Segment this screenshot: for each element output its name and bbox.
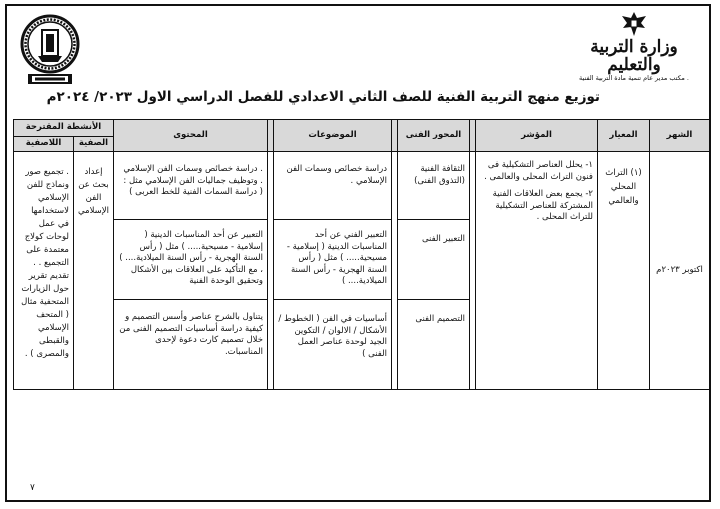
axis-text: الثقافة الفنية (التذوق الفنى) [414, 164, 465, 186]
indicator-item: ٢- يجمع بعض العلاقات الفنية المشتركة للعناصر التشكيلية للتراث المحلى . [492, 189, 593, 222]
classroom-activity-cell [74, 152, 114, 390]
content-cell [114, 220, 268, 300]
month-text: اكتوبر ٢٠٢٣م [656, 264, 703, 275]
axis-text: التعبير الفنى [421, 234, 465, 244]
content-cell [114, 152, 268, 220]
standard-text: (١) التراث المحلي والعالمي [605, 168, 642, 206]
classroom-activity-text: إعداد بحث عن الفن الإسلامي [77, 167, 109, 216]
topic-cell [274, 152, 392, 220]
axis-cell [398, 300, 470, 390]
header-topics: الموضوعات [274, 120, 392, 152]
month-cell [650, 152, 710, 390]
axis-cell [398, 220, 470, 300]
standard-cell [598, 152, 650, 390]
header-gap [392, 120, 398, 152]
header-gap [470, 120, 476, 152]
indicator-cell [476, 152, 598, 390]
header-month: الشهر [650, 120, 710, 152]
extracurricular-activity-text: . تجميع صور ونماذج للفن الإسلامي لاستخدامها في عمل لوحات كولاج معتمدة على التجميع . . تقديم تقرير حول الزيارات المتحفية مثال ( المتحف الإسلامي والقبطى والمصرى ) . [21, 167, 69, 359]
page-number: ٧ [30, 483, 35, 493]
column-gap [470, 152, 476, 390]
header-axis: المحور الفنى [398, 120, 470, 152]
header-content: المحتوى [114, 120, 268, 152]
extracurricular-activity-cell [14, 152, 74, 390]
topic-cell [274, 220, 392, 300]
content-text: يتناول بالشرح عناصر وأسس التصميم و كيفية دراسة أساسيات التصميم الفنى من خلال تصميم كارت دعوة لإحدى المناسبات. [119, 312, 263, 357]
office-line: مكتب مدير عام تنمية مادة التربية الفنية . [579, 74, 689, 82]
school-emblem-logo [20, 10, 80, 88]
header-indicator: المؤشر [476, 120, 598, 152]
header-extracurricular: اللاصفية [14, 137, 74, 152]
topic-cell [274, 300, 392, 390]
topic-text: دراسة خصائص وسمات الفن الإسلامي . [286, 164, 387, 186]
axis-text: التصميم الفنى [415, 314, 465, 324]
eagle-emblem-icon [619, 10, 649, 38]
content-cell [114, 300, 268, 390]
document-title: توزيع منهج التربية الفنية للصف الثاني الاعدادي للفصل الدراسي الاول ٢٠٢٣/ ٢٠٢٤م [46, 89, 600, 105]
content-text: التعبير عن أحد المناسبات الدينية ( إسلامية - مسيحية..... ) مثل ( رأس السنة الهجرية - رأس السنة الميلادية.... ) ، مع التأكيد على العلاقات بين الأشكال وتحقيق الوحدة الفنية [119, 230, 263, 286]
content-text: . دراسة خصائص وسمات الفن الإسلامي . وتوظيف جماليات الفن الإسلامي مثل : ( دراسة السمات الفنية للخط العربى ) [123, 164, 263, 197]
header-standard: المعيار [598, 120, 650, 152]
topic-text: أساسيات في الفن ( الخطوط / الأشكال / الالوان / التكوين الجيد لوحدة عناصر العمل الفنى ) [278, 314, 387, 359]
axis-cell [398, 152, 470, 220]
ministry-name: وزارة التربية والتعليم [590, 37, 678, 75]
topic-text: التعبير الفني عن أحد المناسبات الدينية ( إسلامية - مسيحية..... ) مثل ( رأس السنة الهجرية - رأس السنة الميلادية.... ) [286, 230, 387, 286]
ministry-logo [570, 10, 698, 96]
indicator-item: ١- يحلل العناصر التشكيلية فى فنون التراث المحلى والعالمى . [484, 160, 593, 182]
header-gap [268, 120, 274, 152]
curriculum-table [13, 119, 710, 390]
header-activities: الأنشطة المقترحة [14, 120, 114, 137]
header-classroom: الصفية [74, 137, 114, 152]
